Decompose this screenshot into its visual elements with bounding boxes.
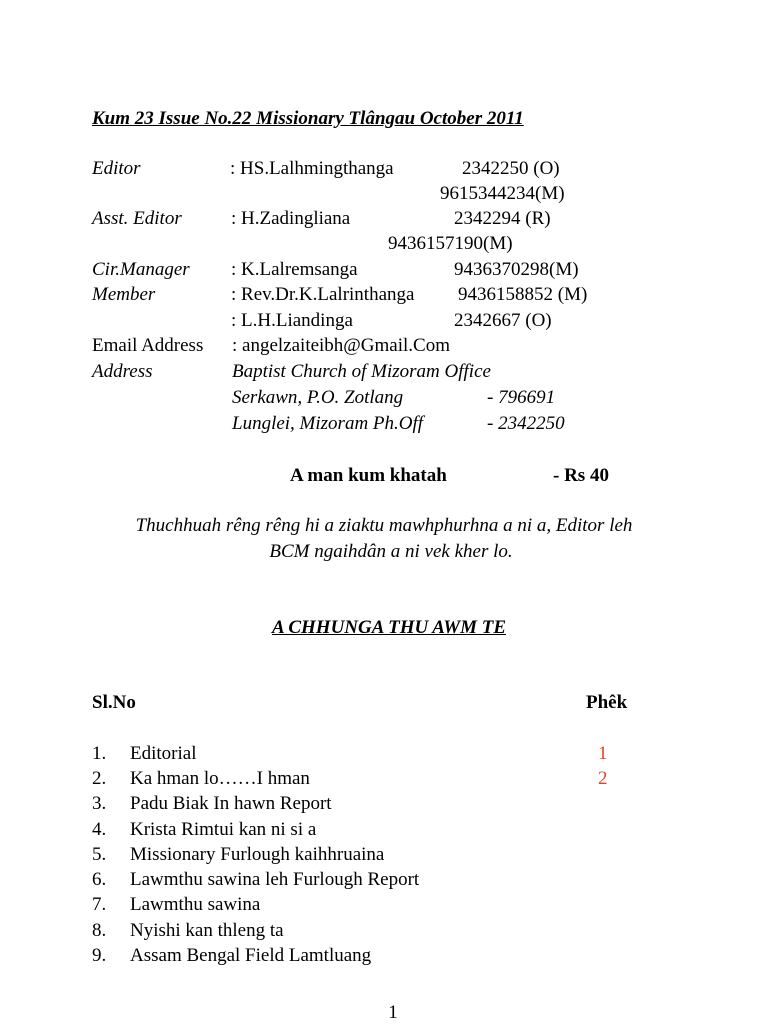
address-pin: - 796691 <box>487 387 556 408</box>
address-line-3: Lunglei, Mizoram Ph.Off <box>232 413 424 434</box>
address-line-1: Baptist Church of Mizoram Office <box>232 361 491 382</box>
item-title: Missionary Furlough kaihhruaina <box>130 844 385 865</box>
item-title: Ka hman lo……I hman <box>130 768 310 789</box>
editor-name: : HS.Lalhmingthanga <box>230 158 394 179</box>
contents-col-page: Phêk <box>586 692 628 713</box>
editor-label: Editor <box>92 158 141 179</box>
item-title: Nyishi kan thleng ta <box>130 920 284 941</box>
address-phone: - 2342250 <box>487 413 565 434</box>
item-title: Assam Bengal Field Lamtluang <box>130 945 372 966</box>
item-page: 1 <box>598 743 608 764</box>
email-value: : angelzaiteibh@Gmail.Com <box>232 335 450 356</box>
item-number: 6. <box>92 869 107 890</box>
member-label: Member <box>92 284 156 305</box>
item-number: 8. <box>92 920 107 941</box>
address-label: Address <box>92 361 153 382</box>
item-number: 5. <box>92 844 107 865</box>
member-name-2: : L.H.Liandinga <box>231 310 353 331</box>
item-number: 2. <box>92 768 107 789</box>
member-name-1: : Rev.Dr.K.Lalrinthanga <box>231 284 415 305</box>
email-label: Email Address <box>92 335 204 356</box>
cir-manager-phone: 9436370298(M) <box>454 259 579 280</box>
editor-phone-mobile: 9615344234(M) <box>440 183 565 204</box>
cir-manager-label: Cir.Manager <box>92 259 190 280</box>
member-phone-2: 2342667 (O) <box>454 310 552 331</box>
item-number: 3. <box>92 793 107 814</box>
subscription-label: A man kum khatah <box>290 465 447 486</box>
item-title: Editorial <box>130 743 197 764</box>
page-number: 1 <box>388 1002 398 1023</box>
item-title: Padu Biak In hawn Report <box>130 793 332 814</box>
item-title: Krista Rimtui kan ni si a <box>130 819 317 840</box>
member-phone-1: 9436158852 (M) <box>458 284 588 305</box>
item-number: 7. <box>92 894 107 915</box>
contents-title: A CHHUNGA THU AWM TE <box>271 617 507 638</box>
item-title: Lawmthu sawina <box>130 894 261 915</box>
item-number: 1. <box>92 743 107 764</box>
editor-phone-office: 2342250 (O) <box>462 158 560 179</box>
issue-title: Kum 23 Issue No.22 Missionary Tlângau October 2011 <box>92 108 524 129</box>
item-page: 2 <box>598 768 608 789</box>
item-number: 9. <box>92 945 107 966</box>
asst-editor-name: : H.Zadingliana <box>231 208 351 229</box>
asst-editor-phone-residence: 2342294 (R) <box>454 208 551 229</box>
asst-editor-phone-mobile: 9436157190(M) <box>388 233 513 254</box>
disclaimer-line-2: BCM ngaihdân a ni vek kher lo. <box>269 541 513 562</box>
disclaimer-line-1: Thuchhuah rêng rêng hi a ziaktu mawhphurhna a ni a, Editor leh <box>135 515 633 536</box>
subscription-price: - Rs 40 <box>553 465 609 486</box>
contents-col-slno: Sl.No <box>92 692 136 713</box>
item-title: Lawmthu sawina leh Furlough Report <box>130 869 420 890</box>
item-number: 4. <box>92 819 107 840</box>
cir-manager-name: : K.Lalremsanga <box>231 259 358 280</box>
asst-editor-label: Asst. Editor <box>92 208 182 229</box>
address-line-2: Serkawn, P.O. Zotlang <box>232 387 404 408</box>
